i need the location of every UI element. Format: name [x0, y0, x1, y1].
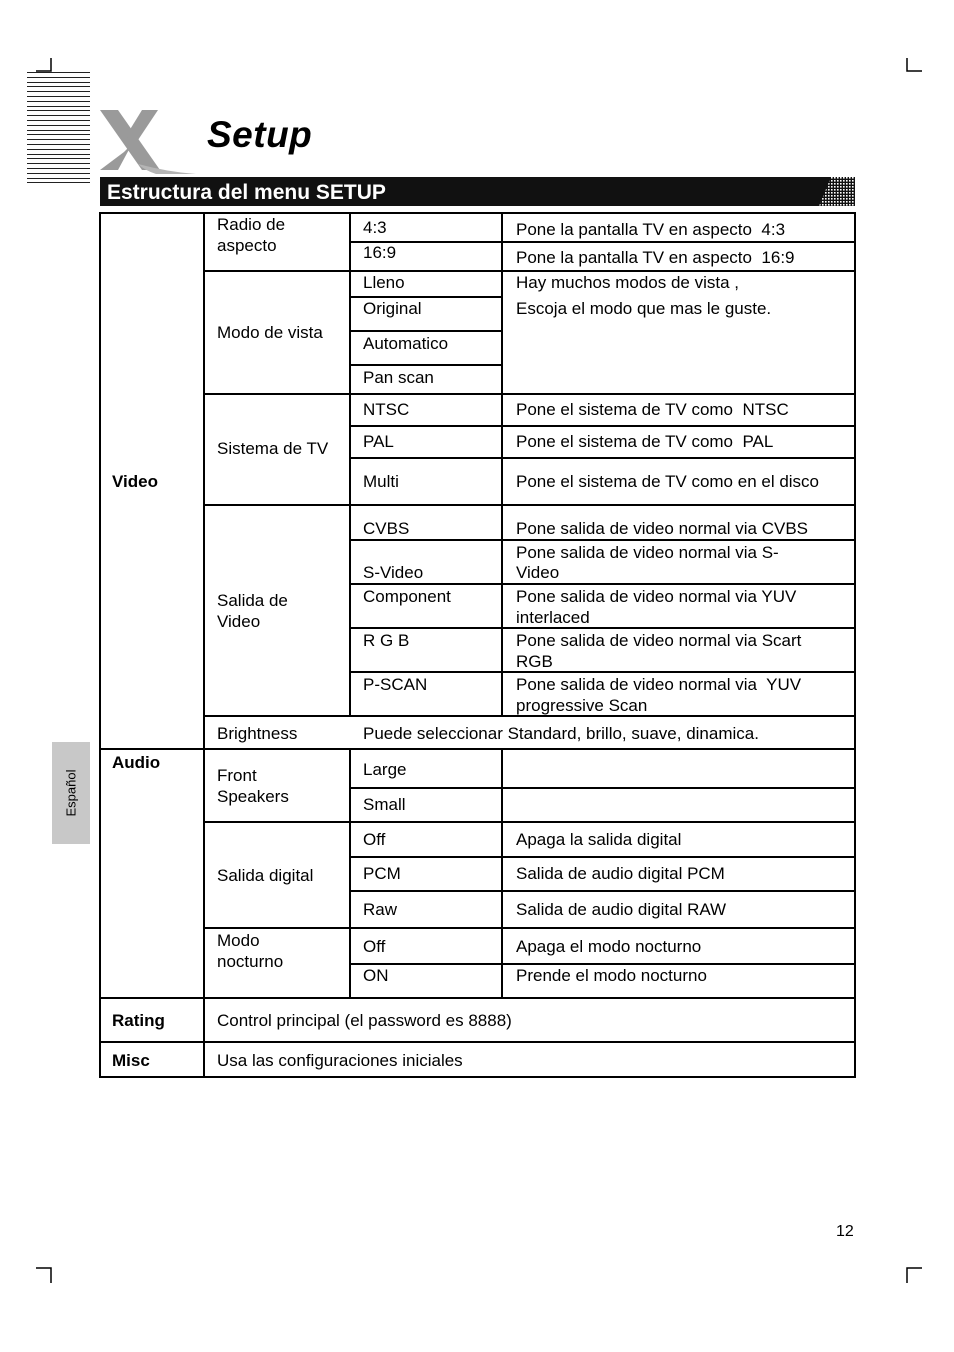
desc-ntsc: Pone el sistema de TV como NTSC	[516, 400, 789, 419]
option-small: Small	[363, 795, 406, 814]
row-divider	[203, 393, 856, 395]
desc-16-9: Pone la pantalla TV en aspecto 16:9	[516, 248, 795, 267]
row-divider	[203, 927, 856, 929]
item-view-mode: Modo de vista	[217, 323, 323, 342]
row-divider	[349, 425, 856, 427]
option-16-9: 16:9	[363, 243, 397, 262]
column-divider	[349, 212, 351, 717]
item-front-speakers-line1: Front	[217, 766, 257, 785]
brand-x-logo	[98, 108, 198, 176]
table-border	[99, 212, 856, 214]
row-divider	[349, 627, 856, 629]
item-aspect-line2: aspecto	[217, 236, 277, 255]
desc-view-line2: Escoja el modo que mas le guste.	[516, 299, 772, 318]
desc-component-line2: interlaced	[516, 608, 590, 627]
row-divider	[99, 748, 856, 750]
item-video-output-line1: Salida de	[217, 591, 288, 610]
option-cvbs: CVBS	[363, 519, 410, 538]
option-rgb: R G B	[363, 631, 410, 650]
header-stripes	[27, 72, 90, 198]
option-4-3: 4:3	[363, 218, 387, 237]
row-divider	[349, 330, 502, 332]
item-video-output-line2: Video	[217, 612, 261, 631]
desc-digital-off: Apaga la salida digital	[516, 830, 682, 849]
row-divider	[349, 787, 856, 789]
desc-rgb-line2: RGB	[516, 652, 553, 671]
item-night-mode-line1: Modo	[217, 931, 260, 950]
row-divider	[349, 457, 856, 459]
row-divider	[349, 364, 502, 366]
category-rating: Rating	[112, 1011, 165, 1030]
option-p-scan: P-SCAN	[363, 675, 428, 694]
option-s-video: S-Video	[363, 563, 424, 582]
option-night-on: ON	[363, 966, 389, 985]
table-border	[99, 212, 101, 1078]
crop-mark-top-left	[36, 58, 52, 72]
option-digital-off: Off	[363, 830, 386, 849]
desc-misc: Usa las configuraciones iniciales	[217, 1051, 463, 1070]
desc-s-video-line2: Video	[516, 563, 560, 582]
desc-rating: Control principal (el password es 8888)	[217, 1011, 512, 1030]
row-divider	[203, 821, 856, 823]
language-label: Español	[63, 769, 79, 817]
category-video: Video	[112, 472, 158, 491]
desc-pcm: Salida de audio digital PCM	[516, 864, 725, 883]
section-heading: Estructura del menu SETUP	[107, 181, 386, 204]
desc-4-3: Pone la pantalla TV en aspecto 4:3	[516, 220, 786, 239]
row-divider	[349, 671, 856, 673]
option-pal: PAL	[363, 432, 394, 451]
option-pan-scan: Pan scan	[363, 368, 434, 387]
page-number: 12	[836, 1223, 854, 1240]
desc-p-scan-line2: progressive Scan	[516, 696, 648, 715]
section-heading-bar	[100, 177, 855, 206]
crop-mark-top-right	[906, 58, 922, 72]
category-audio: Audio	[112, 753, 161, 772]
page-title: Setup	[207, 114, 313, 155]
desc-raw: Salida de audio digital RAW	[516, 900, 727, 919]
row-divider	[349, 856, 856, 858]
desc-pal: Pone el sistema de TV como PAL	[516, 432, 774, 451]
desc-s-video-line1: Pone salida de video normal via S-	[516, 543, 779, 562]
desc-brightness: Puede seleccionar Standard, brillo, suave, dinamica.	[363, 724, 759, 743]
language-side-tab	[52, 742, 90, 844]
category-misc: Misc	[112, 1051, 150, 1070]
row-divider	[203, 504, 856, 506]
item-night-mode-line2: nocturno	[217, 952, 284, 971]
option-automatico: Automatico	[363, 334, 449, 353]
table-border	[99, 1076, 856, 1078]
column-divider	[203, 212, 205, 1078]
column-divider	[501, 212, 503, 717]
option-component: Component	[363, 587, 451, 606]
desc-multi: Pone el sistema de TV como en el disco	[516, 472, 820, 491]
option-night-off: Off	[363, 937, 386, 956]
item-aspect-line1: Radio de	[217, 215, 286, 234]
row-divider	[349, 241, 856, 243]
desc-cvbs: Pone salida de video normal via CVBS	[516, 519, 808, 538]
item-brightness: Brightness	[217, 724, 298, 743]
item-digital-output: Salida digital	[217, 866, 314, 885]
option-multi: Multi	[363, 472, 399, 491]
option-original: Original	[363, 299, 422, 318]
crop-mark-bottom-right	[906, 1267, 922, 1283]
row-divider	[349, 890, 856, 892]
desc-component-line1: Pone salida de video normal via YUV	[516, 587, 797, 606]
desc-view-line1: Hay muchos modos de vista ,	[516, 273, 739, 292]
dot-pattern	[819, 177, 855, 206]
option-raw: Raw	[363, 900, 398, 919]
item-front-speakers-line2: Speakers	[217, 787, 289, 806]
option-pcm: PCM	[363, 864, 401, 883]
option-large: Large	[363, 760, 407, 779]
row-divider	[349, 539, 856, 541]
desc-night-on: Prende el modo nocturno	[516, 966, 707, 985]
option-ntsc: NTSC	[363, 400, 410, 419]
item-tv-system: Sistema de TV	[217, 439, 329, 458]
row-divider	[99, 1041, 856, 1043]
desc-rgb-line1: Pone salida de video normal via Scart	[516, 631, 802, 650]
table-border	[854, 212, 856, 1078]
setup-menu-table	[99, 212, 856, 1078]
desc-p-scan-line1: Pone salida de video normal via YUV	[516, 675, 802, 694]
crop-mark-bottom-left	[36, 1267, 52, 1283]
row-divider	[99, 997, 856, 999]
option-lleno: Lleno	[363, 273, 405, 292]
row-divider	[349, 583, 856, 585]
desc-night-off: Apaga el modo nocturno	[516, 937, 702, 956]
